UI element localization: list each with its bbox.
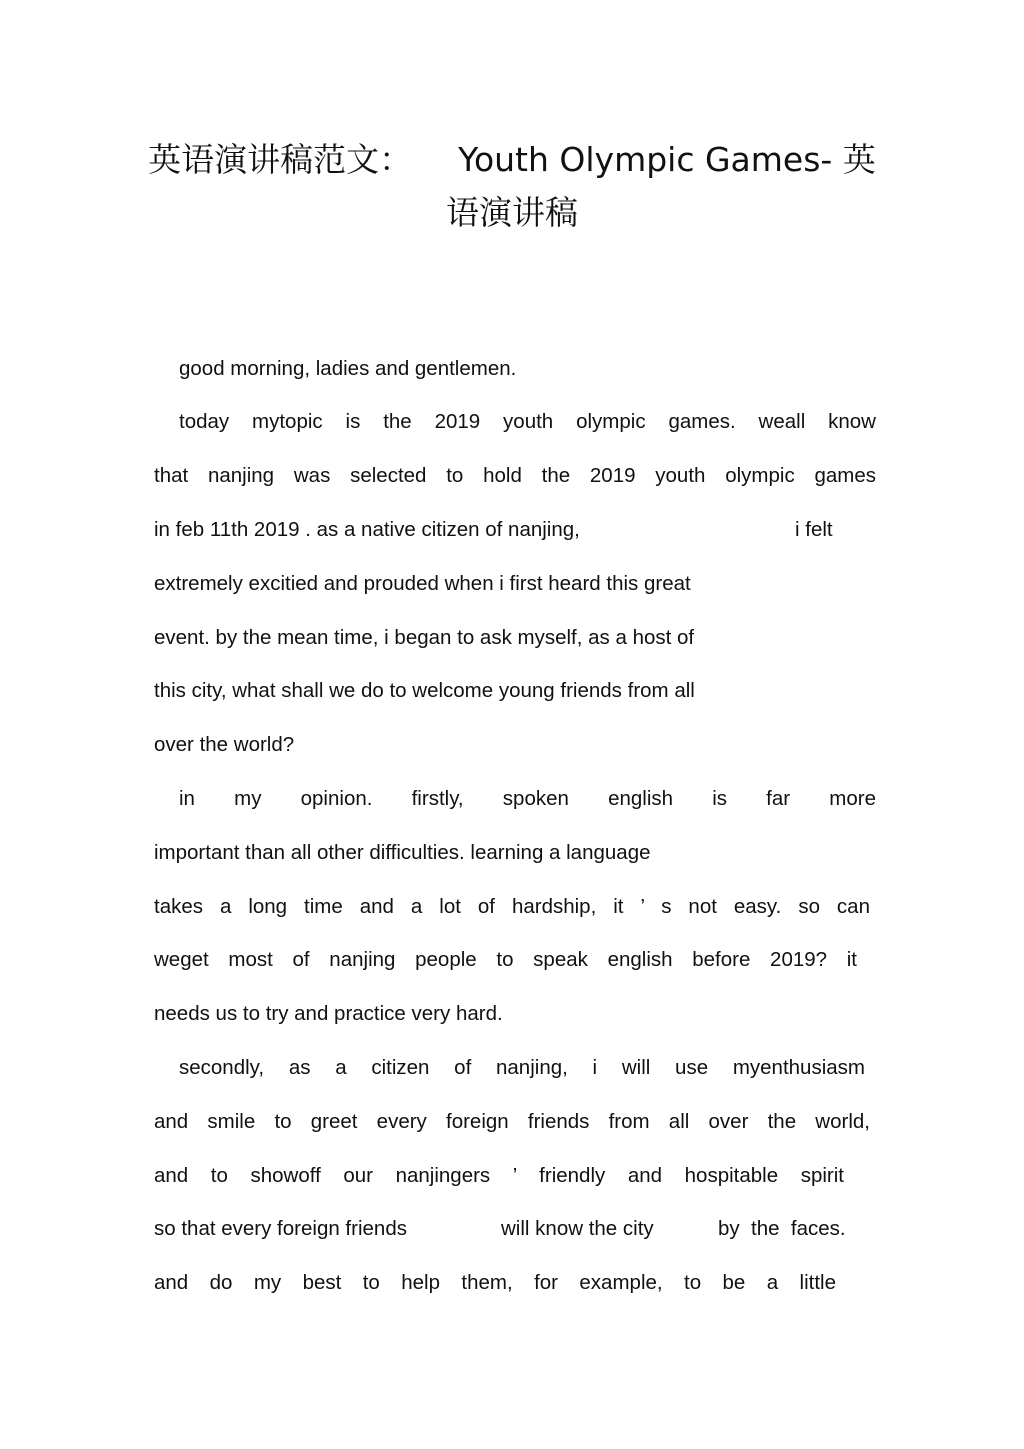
paragraph-line-fragment: by the faces. <box>718 1217 846 1240</box>
document-title-line-2: 语演讲稿 <box>446 193 578 232</box>
paragraph-line-fragment: will know the city <box>501 1217 654 1240</box>
paragraph-line: event. by the mean time, i began to ask myself, as a host of <box>154 626 695 649</box>
paragraph-line: extremely excitied and prouded when i first heard this great <box>154 572 691 595</box>
paragraph-line: and to showoff our nanjingers ’ friendly and hospitable spirit <box>154 1164 844 1187</box>
paragraph-line: in feb 11th 2019 . as a native citizen of nanjing, <box>154 518 580 541</box>
title-chinese-tail: 英 <box>842 140 876 179</box>
paragraph-line: needs us to try and practice very hard. <box>154 1002 503 1025</box>
paragraph-line: takes a long time and a lot of hardship, it ’ s not easy. so can <box>154 895 870 918</box>
paragraph-line: this city, what shall we do to welcome young friends from all <box>154 679 695 702</box>
title-english: Youth Olympic Games- <box>458 140 833 179</box>
paragraph-line: good morning, ladies and gentlemen. <box>179 357 517 380</box>
paragraph-line: over the world? <box>154 733 295 756</box>
paragraph-line: weget most of nanjing people to speak english before 2019? it <box>154 948 857 971</box>
paragraph-line: important than all other difficulties. learning a language <box>154 841 651 864</box>
paragraph-line: so that every foreign friends <box>154 1217 407 1240</box>
paragraph-line: and smile to greet every foreign friends from all over the world, <box>154 1110 870 1133</box>
document-title-line-1 <box>0 134 1024 181</box>
paragraph-line: that nanjing was selected to hold the 2019 youth olympic games <box>154 464 876 487</box>
paragraph-line: secondly, as a citizen of nanjing, i will use myenthusiasm <box>179 1056 865 1079</box>
paragraph-line-fragment: i felt <box>795 518 833 541</box>
paragraph-line: and do my best to help them, for example, to be a little <box>154 1271 836 1294</box>
title-chinese-prefix: 英语演讲稿范文： <box>148 140 413 179</box>
paragraph-line: in my opinion. firstly, spoken english is far more <box>179 787 876 810</box>
paragraph-line: today mytopic is the 2019 youth olympic games. weall know <box>179 410 876 433</box>
